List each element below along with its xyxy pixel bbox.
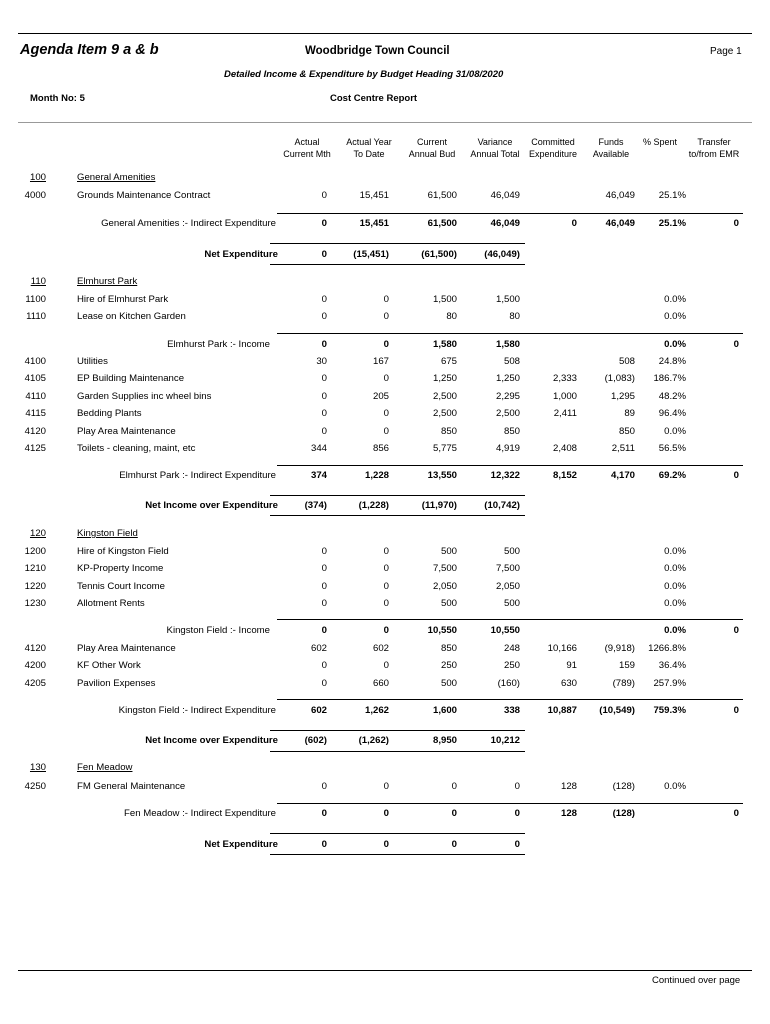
total-row: Elmhurst Park :- Indirect Expenditure 374 1,228 13,550 12,322 8,152 4,170 69.2% 0: [119, 470, 739, 481]
net-underline: [270, 264, 525, 265]
total-row: Elmhurst Park :- Income 0 0 1,580 1,580 0.0% 0: [167, 339, 739, 350]
col-current-annual-bud: Current Annual Bud: [408, 137, 456, 159]
month-number: Month No: 5: [30, 93, 85, 104]
table-row: 1200 Hire of Kingston Field 0 0 500 500 0.0%: [24, 546, 686, 557]
total-overline: [277, 619, 743, 620]
table-row: 1100 Hire of Elmhurst Park 0 0 1,500 1,500 0.0%: [25, 294, 686, 305]
agenda-item-title: Agenda Item 9 a & b: [20, 42, 159, 58]
total-overline: [277, 213, 743, 214]
table-row: 4000 Grounds Maintenance Contract 0 15,451 61,500 46,049 46,049 25.1%: [24, 190, 686, 201]
net-overline: [270, 730, 525, 731]
section-heading: 130 Fen Meadow: [29, 762, 133, 773]
total-row: Fen Meadow :- Indirect Expenditure 0 0 0 0 128 (128) 0: [124, 808, 739, 819]
net-row: Net Income over Expenditure (374) (1,228) (11,970) (10,742): [145, 500, 520, 511]
continued-note: Continued over page: [652, 975, 741, 986]
col-committed: Committed Expenditure: [528, 137, 578, 159]
report-type: Cost Centre Report: [330, 93, 418, 104]
section-heading: 100 General Amenities: [29, 172, 156, 183]
col-pct-spent: % Spent: [642, 137, 678, 147]
council-name: Woodbridge Town Council: [305, 45, 450, 57]
table-row: 4200 KF Other Work 0 0 250 250 91 159 36.4%: [24, 660, 686, 671]
table-row: 4105 EP Building Maintenance 0 0 1,250 1,250 2,333 (1,083) 186.7%: [24, 373, 686, 384]
table-row: 4205 Pavilion Expenses 0 660 500 (160) 630 (789) 257.9%: [24, 678, 686, 689]
net-overline: [270, 495, 525, 496]
col-funds-available: Funds Available: [592, 137, 630, 159]
total-overline: [277, 465, 743, 466]
table-row: 4110 Garden Supplies inc wheel bins 0 205 2,500 2,295 1,000 1,295 48.2%: [25, 391, 686, 402]
report-subtitle: Detailed Income & Expenditure by Budget Heading 31/08/2020: [224, 69, 504, 80]
footer-rule: [18, 970, 752, 971]
table-row: 4125 Toilets - cleaning, maint, etc 344 856 5,775 4,919 2,408 2,511 56.5%: [24, 443, 686, 454]
table-row: 1220 Tennis Court Income 0 0 2,050 2,050 0.0%: [24, 581, 686, 592]
col-variance: Variance Annual Total: [470, 137, 520, 159]
table-row: 1110 Lease on Kitchen Garden 0 0 80 80 0.0%: [26, 311, 686, 322]
table-row: 4100 Utilities 30 167 675 508 508 24.8%: [24, 356, 686, 367]
net-row: Net Expenditure 0 (15,451) (61,500) (46,049): [204, 249, 520, 260]
net-overline: [270, 243, 525, 244]
table-row: 4120 Play Area Maintenance 602 602 850 248 10,166 (9,918) 1266.8%: [24, 643, 686, 654]
total-overline: [277, 333, 743, 334]
total-overline: [277, 803, 743, 804]
net-row: Net Expenditure 0 0 0 0: [204, 839, 520, 850]
section-heading: 120 Kingston Field: [29, 528, 138, 539]
net-underline: [270, 854, 525, 855]
net-overline: [270, 833, 525, 834]
net-underline: [270, 751, 525, 752]
col-actual-ytd: Actual Year To Date: [346, 137, 392, 159]
table-row: 4115 Bedding Plants 0 0 2,500 2,500 2,411 89 96.4%: [25, 408, 686, 419]
total-overline: [277, 699, 743, 700]
section-heading: 110 Elmhurst Park: [30, 276, 138, 287]
col-actual-current-mth: Actual Current Mth: [283, 137, 331, 159]
table-row: 4250 FM General Maintenance 0 0 0 0 128 (128) 0.0%: [24, 781, 686, 792]
col-transfer-emr: Transfer to/from EMR: [688, 137, 740, 159]
total-row: Kingston Field :- Indirect Expenditure 602 1,262 1,600 338 10,887 (10,549) 759.3% 0: [118, 705, 739, 716]
net-row: Net Income over Expenditure (602) (1,262) 8,950 10,212: [145, 735, 520, 746]
table-row: 4120 Play Area Maintenance 0 0 850 850 850 0.0%: [24, 426, 686, 437]
total-row: Kingston Field :- Income 0 0 10,550 10,550 0.0% 0: [166, 625, 739, 636]
total-row: General Amenities :- Indirect Expenditure 0 15,451 61,500 46,049 0 46,049 25.1% 0: [101, 218, 739, 229]
table-row: 1210 KP-Property Income 0 0 7,500 7,500 0.0%: [24, 563, 686, 574]
page-number: Page 1: [710, 46, 742, 57]
header-rule: [18, 122, 752, 123]
net-underline: [270, 515, 525, 516]
top-rule: [18, 33, 752, 34]
table-row: 1230 Allotment Rents 0 0 500 500 0.0%: [24, 598, 686, 609]
